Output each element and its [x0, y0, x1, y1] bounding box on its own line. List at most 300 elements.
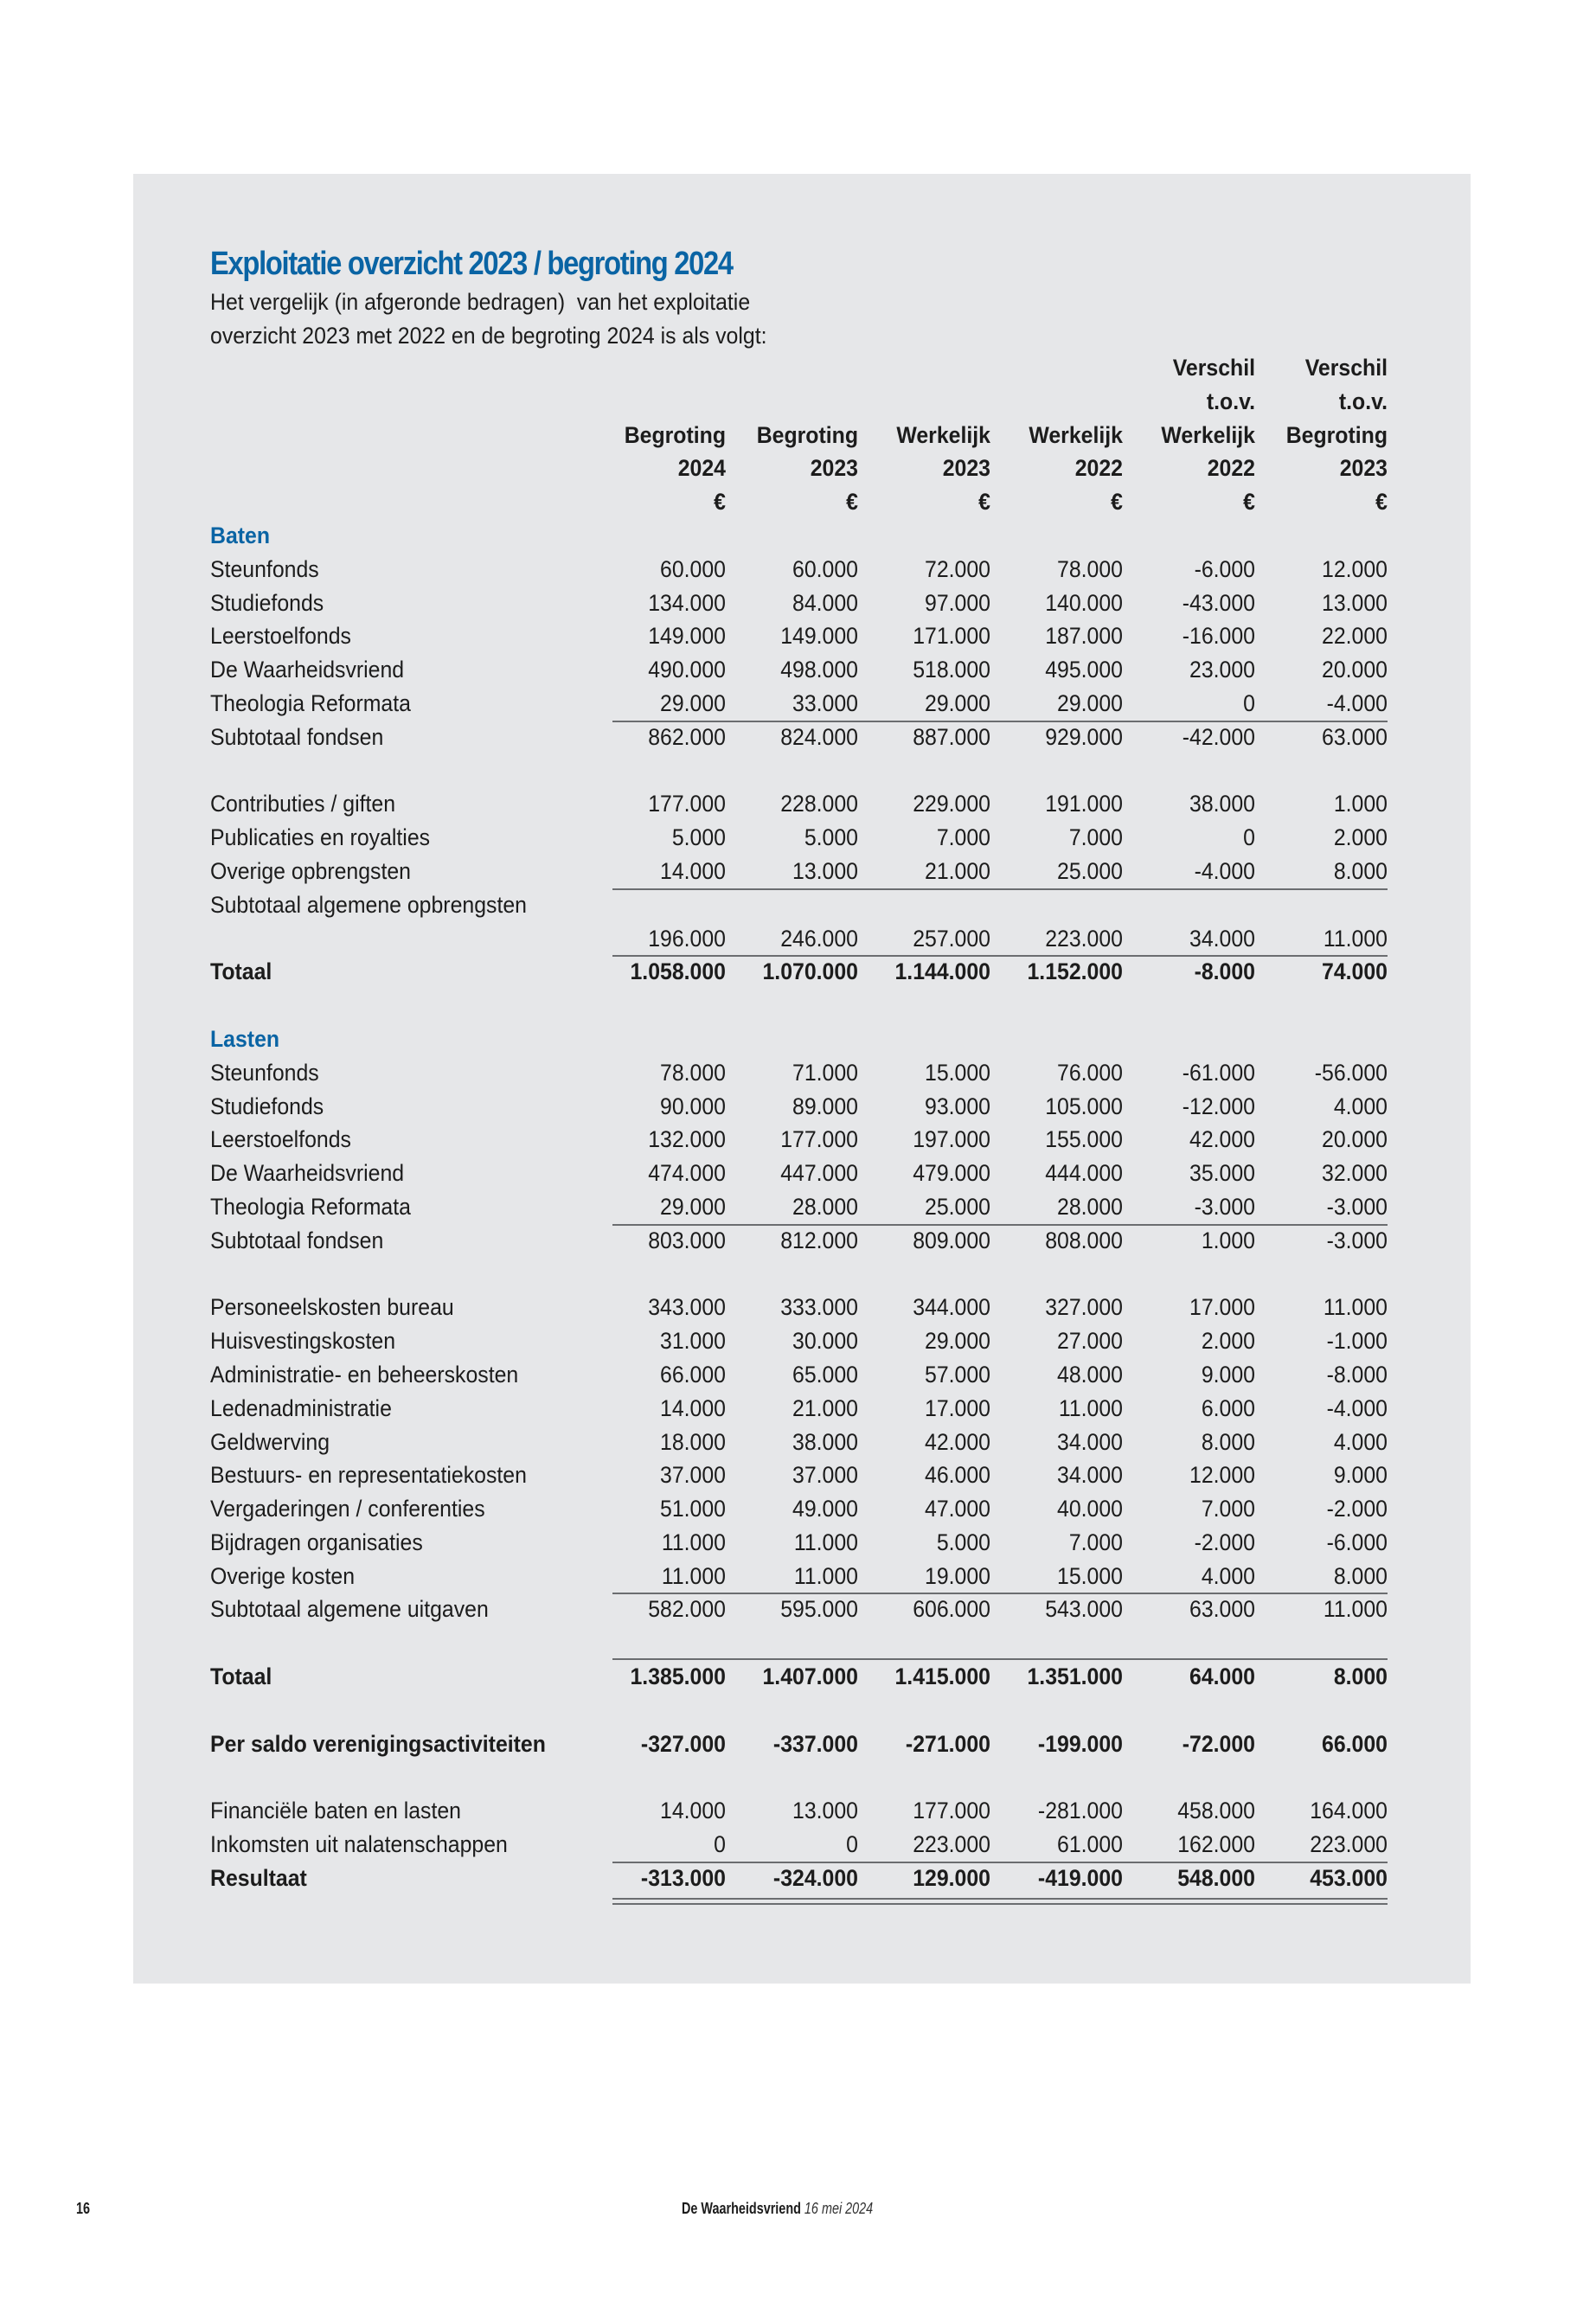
column-header: t.o.v. — [1206, 388, 1255, 414]
cell-value: -1.000 — [1326, 1328, 1388, 1355]
cell-value: 140.000 — [1045, 589, 1123, 616]
cell-value: 582.000 — [648, 1596, 726, 1623]
column-header: 2022 — [1074, 455, 1123, 482]
header-row — [210, 485, 1388, 519]
cell-value: 2.000 — [1201, 1328, 1255, 1355]
total-row — [210, 1660, 1388, 1694]
cell-value: -313.000 — [640, 1864, 726, 1891]
cell-value: 197.000 — [913, 1126, 990, 1153]
cell-value: 803.000 — [648, 1227, 726, 1253]
row-label: De Waarheidsvriend — [210, 1160, 405, 1187]
row-label: Steunfonds — [210, 1059, 319, 1086]
row-label: Studiefonds — [210, 1093, 324, 1119]
cell-value: 49.000 — [792, 1496, 858, 1522]
cell-value: 1.058.000 — [630, 958, 726, 985]
cell-value: -12.000 — [1182, 1093, 1255, 1119]
cell-value: 61.000 — [1057, 1831, 1123, 1858]
cell-value: 1.407.000 — [762, 1663, 858, 1690]
cell-value: 28.000 — [792, 1193, 858, 1220]
cell-value: 229.000 — [913, 791, 990, 817]
row-label: De Waarheidsvriend — [210, 657, 405, 683]
cell-value: 164.000 — [1310, 1798, 1388, 1824]
cell-value: 4.000 — [1333, 1093, 1388, 1119]
cell-value: 812.000 — [780, 1227, 858, 1253]
cell-value: 0 — [714, 1831, 726, 1858]
cell-value: 47.000 — [925, 1496, 990, 1522]
cell-value: 479.000 — [913, 1160, 990, 1187]
column-header: 2023 — [942, 455, 990, 482]
cell-value: 18.000 — [660, 1428, 726, 1455]
cell-value: 929.000 — [1045, 723, 1123, 750]
spacer-row — [210, 1258, 1388, 1292]
cell-value: -6.000 — [1326, 1529, 1388, 1555]
row-label: Financiële baten en lasten — [210, 1798, 462, 1824]
header-row — [210, 351, 1388, 385]
cell-value: 444.000 — [1045, 1160, 1123, 1187]
cell-value: 887.000 — [913, 723, 990, 750]
cell-value: 8.000 — [1201, 1428, 1255, 1455]
cell-value: 90.000 — [660, 1093, 726, 1119]
cell-value: 42.000 — [925, 1428, 990, 1455]
cell-value: 474.000 — [648, 1160, 726, 1187]
table-row — [210, 855, 1388, 888]
cell-value: 76.000 — [1057, 1059, 1123, 1086]
cell-value: 42.000 — [1189, 1126, 1255, 1153]
cell-value: 498.000 — [780, 657, 858, 683]
row-label: Subtotaal fondsen — [210, 723, 384, 750]
cell-value: 177.000 — [648, 791, 726, 817]
cell-value: -2.000 — [1326, 1496, 1388, 1522]
cell-value: 71.000 — [792, 1059, 858, 1086]
cell-value: 8.000 — [1333, 857, 1388, 884]
column-header: 2023 — [1339, 455, 1388, 482]
column-header: t.o.v. — [1338, 388, 1388, 414]
table-row — [210, 687, 1388, 721]
cell-value: 34.000 — [1057, 1428, 1123, 1455]
cell-value: 862.000 — [648, 723, 726, 750]
cell-value: -16.000 — [1182, 623, 1255, 650]
row-label: Leerstoelfonds — [210, 623, 351, 650]
cell-value: -281.000 — [1037, 1798, 1123, 1824]
cell-value: -324.000 — [772, 1864, 858, 1891]
cell-value: 7.000 — [1068, 824, 1123, 851]
cell-value: 64.000 — [1189, 1663, 1255, 1690]
cell-value: 29.000 — [660, 1193, 726, 1220]
section-label: Lasten — [210, 1025, 280, 1052]
row-label: Bijdragen organisaties — [210, 1529, 423, 1555]
cell-value: 171.000 — [913, 623, 990, 650]
cell-value: 344.000 — [913, 1294, 990, 1321]
cell-value: 13.000 — [792, 1798, 858, 1824]
cell-value: 1.070.000 — [762, 958, 858, 985]
cell-value: 27.000 — [1057, 1328, 1123, 1355]
cell-value: 105.000 — [1045, 1093, 1123, 1119]
cell-value: 11.000 — [1323, 1294, 1388, 1321]
cell-value: 196.000 — [648, 925, 726, 952]
cell-value: 1.415.000 — [894, 1663, 990, 1690]
cell-value: 7.000 — [1068, 1529, 1123, 1555]
row-label: Per saldo verenigingsactiviteiten — [210, 1730, 546, 1757]
cell-value: 191.000 — [1045, 791, 1123, 817]
column-header: 2024 — [677, 455, 726, 482]
column-header: Werkelijk — [1161, 421, 1255, 448]
row-label: Theologia Reformata — [210, 689, 411, 716]
cell-value: 0 — [1243, 824, 1255, 851]
cell-value: 22.000 — [1322, 623, 1388, 650]
cell-value: 33.000 — [792, 689, 858, 716]
column-header: Begroting — [624, 421, 726, 448]
table-row — [210, 1426, 1388, 1459]
cell-value: 11.000 — [793, 1529, 858, 1555]
intro-text — [210, 285, 767, 353]
cell-value: 223.000 — [1045, 925, 1123, 952]
row-label: Ledenadministratie — [210, 1394, 392, 1421]
cell-value: 149.000 — [780, 623, 858, 650]
cell-value: 2.000 — [1333, 824, 1388, 851]
table-row — [210, 653, 1388, 687]
table-row — [210, 586, 1388, 620]
table-row — [210, 1458, 1388, 1492]
rule-line — [612, 1593, 1388, 1594]
cell-value: 177.000 — [780, 1126, 858, 1153]
row-label: Theologia Reformata — [210, 1193, 411, 1220]
cell-value: 72.000 — [925, 555, 990, 582]
cell-value: 46.000 — [925, 1462, 990, 1489]
column-header: € — [978, 489, 990, 516]
spacer-row — [210, 1626, 1388, 1660]
cell-value: 74.000 — [1322, 958, 1388, 985]
row-label: Resultaat — [210, 1864, 307, 1891]
row-label: Overige opbrengsten — [210, 857, 411, 884]
header-row — [210, 385, 1388, 419]
column-header: Begroting — [1285, 421, 1388, 448]
cell-value: 38.000 — [792, 1428, 858, 1455]
row-label: Personeelskosten bureau — [210, 1294, 454, 1321]
cell-value: 8.000 — [1333, 1663, 1388, 1690]
cell-value: 518.000 — [913, 657, 990, 683]
cell-value: 14.000 — [660, 1798, 726, 1824]
table-row — [210, 922, 1388, 956]
cell-value: 824.000 — [780, 723, 858, 750]
cell-value: 25.000 — [1057, 857, 1123, 884]
row-label: Leerstoelfonds — [210, 1126, 351, 1153]
cell-value: 34.000 — [1057, 1462, 1123, 1489]
cell-value: 32.000 — [1322, 1160, 1388, 1187]
row-label: Publicaties en royalties — [210, 824, 431, 851]
row-label: Huisvestingskosten — [210, 1328, 396, 1355]
cell-value: 0 — [1243, 689, 1255, 716]
cell-value: 28.000 — [1057, 1193, 1123, 1220]
cell-value: 447.000 — [780, 1160, 858, 1187]
table-row — [210, 1593, 1388, 1626]
row-label: Subtotaal algemene uitgaven — [210, 1596, 489, 1623]
row-label: Totaal — [210, 1663, 272, 1690]
cell-value: 21.000 — [925, 857, 990, 884]
cell-value: 327.000 — [1045, 1294, 1123, 1321]
cell-value: -3.000 — [1194, 1193, 1255, 1220]
row-label: Contributies / giften — [210, 791, 396, 817]
cell-value: 23.000 — [1189, 657, 1255, 683]
cell-value: 11.000 — [661, 1562, 726, 1589]
intro-line: overzicht 2023 met 2022 en de begroting 2024 is als volgt: — [210, 323, 767, 349]
cell-value: 13.000 — [1322, 589, 1388, 616]
cell-value: -43.000 — [1182, 589, 1255, 616]
cell-value: 14.000 — [660, 1394, 726, 1421]
cell-value: 19.000 — [925, 1562, 990, 1589]
cell-value: 63.000 — [1322, 723, 1388, 750]
rule-line — [612, 721, 1388, 722]
cell-value: 15.000 — [1057, 1562, 1123, 1589]
table-row — [210, 553, 1388, 586]
cell-value: 97.000 — [925, 589, 990, 616]
cell-value: 5.000 — [936, 1529, 990, 1555]
cell-value: -61.000 — [1182, 1059, 1255, 1086]
row-label: Overige kosten — [210, 1562, 356, 1589]
cell-value: 1.385.000 — [630, 1663, 726, 1690]
cell-value: 453.000 — [1310, 1864, 1388, 1891]
cell-value: 31.000 — [660, 1328, 726, 1355]
column-header: 2022 — [1207, 455, 1255, 482]
page-title: Exploitatie overzicht 2023 / begroting 2024 — [210, 246, 733, 282]
column-header: € — [714, 489, 726, 516]
table-row — [210, 1090, 1388, 1124]
page-number: 16 — [76, 2200, 91, 2217]
cell-value: 11.000 — [1323, 1596, 1388, 1623]
row-label: Inkomsten uit nalatenschappen — [210, 1831, 508, 1858]
cell-value: 20.000 — [1322, 1126, 1388, 1153]
row-label: Geldwerving — [210, 1428, 330, 1455]
cell-value: 257.000 — [913, 925, 990, 952]
cell-value: 66.000 — [1322, 1730, 1388, 1757]
table-row — [210, 1056, 1388, 1090]
publication-date: 16 mei 2024 — [804, 2200, 874, 2217]
column-header: € — [1375, 489, 1388, 516]
cell-value: 333.000 — [780, 1294, 858, 1321]
cell-value: 4.000 — [1201, 1562, 1255, 1589]
rule-line — [612, 955, 1388, 957]
cell-value: -3.000 — [1326, 1227, 1388, 1253]
financial-table — [210, 351, 1388, 1895]
cell-value: 129.000 — [913, 1864, 990, 1891]
cell-value: 8.000 — [1333, 1562, 1388, 1589]
cell-value: 12.000 — [1189, 1462, 1255, 1489]
column-header: Werkelijk — [1029, 421, 1123, 448]
cell-value: 1.152.000 — [1027, 958, 1123, 985]
cell-value: -42.000 — [1182, 723, 1255, 750]
cell-value: 84.000 — [792, 589, 858, 616]
cell-value: -419.000 — [1037, 1864, 1123, 1891]
column-header: Begroting — [756, 421, 858, 448]
column-header: Werkelijk — [896, 421, 990, 448]
cell-value: 11.000 — [1058, 1394, 1123, 1421]
cell-value: 66.000 — [660, 1361, 726, 1388]
table-row — [210, 1358, 1388, 1392]
cell-value: -4.000 — [1326, 689, 1388, 716]
table-row — [210, 1324, 1388, 1358]
column-header: 2023 — [810, 455, 858, 482]
cell-value: 1.144.000 — [894, 958, 990, 985]
table-row — [210, 1794, 1388, 1828]
intro-line: Het vergelijk (in afgeronde bedragen) van het exploitatie — [210, 289, 751, 315]
cell-value: 5.000 — [671, 824, 726, 851]
spacer-row — [210, 989, 1388, 1022]
row-label: Subtotaal fondsen — [210, 1227, 384, 1253]
row-label: Subtotaal algemene opbrengsten — [210, 891, 527, 918]
cell-value: 134.000 — [648, 589, 726, 616]
cell-value: 38.000 — [1189, 791, 1255, 817]
cell-value: 78.000 — [660, 1059, 726, 1086]
table-row — [210, 1123, 1388, 1157]
double-rule-line — [612, 1898, 1388, 1905]
cell-value: 29.000 — [1057, 689, 1123, 716]
column-header: € — [1111, 489, 1123, 516]
cell-value: 48.000 — [1057, 1361, 1123, 1388]
cell-value: 5.000 — [804, 824, 858, 851]
cell-value: 177.000 — [913, 1798, 990, 1824]
table-row — [210, 888, 1388, 922]
cell-value: 495.000 — [1045, 657, 1123, 683]
cell-value: 29.000 — [925, 1328, 990, 1355]
cell-value: -327.000 — [640, 1730, 726, 1757]
section-heading — [210, 519, 1388, 553]
table-row — [210, 1828, 1388, 1862]
cell-value: 15.000 — [925, 1059, 990, 1086]
cell-value: -3.000 — [1326, 1193, 1388, 1220]
cell-value: 34.000 — [1189, 925, 1255, 952]
cell-value: 20.000 — [1322, 657, 1388, 683]
total-row — [210, 1727, 1388, 1761]
cell-value: 17.000 — [1189, 1294, 1255, 1321]
header-row — [210, 419, 1388, 452]
cell-value: 11.000 — [793, 1562, 858, 1589]
cell-value: 223.000 — [1310, 1831, 1388, 1858]
table-row — [210, 821, 1388, 855]
table-row — [210, 1190, 1388, 1224]
row-label: Bestuurs- en representatiekosten — [210, 1462, 527, 1489]
header-row — [210, 452, 1388, 485]
column-header: Verschil — [1304, 355, 1388, 381]
row-label: Administratie- en beheerskosten — [210, 1361, 519, 1388]
cell-value: 343.000 — [648, 1294, 726, 1321]
cell-value: 246.000 — [780, 925, 858, 952]
table-row — [210, 1224, 1388, 1258]
table-row — [210, 1157, 1388, 1190]
cell-value: 606.000 — [913, 1596, 990, 1623]
cell-value: 57.000 — [925, 1361, 990, 1388]
cell-value: 9.000 — [1201, 1361, 1255, 1388]
cell-value: -271.000 — [905, 1730, 990, 1757]
table-row — [210, 1492, 1388, 1526]
spacer-row — [210, 1760, 1388, 1794]
cell-value: -56.000 — [1314, 1059, 1388, 1086]
publication-footer — [682, 2200, 873, 2218]
cell-value: 187.000 — [1045, 623, 1123, 650]
rule-line — [612, 1862, 1388, 1863]
rule-line — [612, 1224, 1388, 1226]
cell-value: 63.000 — [1189, 1596, 1255, 1623]
section-label: Baten — [210, 522, 271, 548]
cell-value: -4.000 — [1326, 1394, 1388, 1421]
cell-value: 132.000 — [648, 1126, 726, 1153]
cell-value: 7.000 — [1201, 1496, 1255, 1522]
cell-value: 65.000 — [792, 1361, 858, 1388]
cell-value: -4.000 — [1194, 857, 1255, 884]
column-header: Verschil — [1172, 355, 1255, 381]
table-row — [210, 787, 1388, 821]
table-row — [210, 619, 1388, 653]
cell-value: 25.000 — [925, 1193, 990, 1220]
cell-value: 37.000 — [792, 1462, 858, 1489]
spacer-row — [210, 754, 1388, 788]
cell-value: 35.000 — [1189, 1160, 1255, 1187]
cell-value: 21.000 — [792, 1394, 858, 1421]
cell-value: -8.000 — [1194, 958, 1255, 985]
cell-value: 14.000 — [660, 857, 726, 884]
table-row — [210, 1526, 1388, 1560]
cell-value: 4.000 — [1333, 1428, 1388, 1455]
cell-value: 1.000 — [1201, 1227, 1255, 1253]
cell-value: 29.000 — [925, 689, 990, 716]
table-row — [210, 721, 1388, 754]
cell-value: 89.000 — [792, 1093, 858, 1119]
cell-value: 162.000 — [1177, 1831, 1255, 1858]
section-heading — [210, 1022, 1388, 1056]
cell-value: 548.000 — [1177, 1864, 1255, 1891]
cell-value: 40.000 — [1057, 1496, 1123, 1522]
cell-value: 60.000 — [660, 555, 726, 582]
cell-value: 11.000 — [661, 1529, 726, 1555]
row-label: Studiefonds — [210, 589, 324, 616]
cell-value: 149.000 — [648, 623, 726, 650]
cell-value: -199.000 — [1037, 1730, 1123, 1757]
cell-value: 6.000 — [1201, 1394, 1255, 1421]
cell-value: 11.000 — [1323, 925, 1388, 952]
table-row — [210, 1291, 1388, 1324]
cell-value: 60.000 — [792, 555, 858, 582]
table-row — [210, 1392, 1388, 1426]
cell-value: 0 — [846, 1831, 858, 1858]
cell-value: 1.351.000 — [1027, 1663, 1123, 1690]
cell-value: -2.000 — [1194, 1529, 1255, 1555]
cell-value: 458.000 — [1177, 1798, 1255, 1824]
column-header: € — [1243, 489, 1255, 516]
cell-value: 155.000 — [1045, 1126, 1123, 1153]
cell-value: 78.000 — [1057, 555, 1123, 582]
cell-value: -6.000 — [1194, 555, 1255, 582]
row-label: Steunfonds — [210, 555, 319, 582]
cell-value: 1.000 — [1333, 791, 1388, 817]
rule-line — [612, 888, 1388, 890]
column-header: € — [846, 489, 858, 516]
cell-value: 12.000 — [1322, 555, 1388, 582]
row-label: Totaal — [210, 958, 272, 985]
cell-value: 595.000 — [780, 1596, 858, 1623]
table-row — [210, 1560, 1388, 1593]
total-row — [210, 955, 1388, 989]
cell-value: 7.000 — [936, 824, 990, 851]
row-label: Vergaderingen / conferenties — [210, 1496, 485, 1522]
cell-value: 17.000 — [925, 1394, 990, 1421]
spacer-row — [210, 1694, 1388, 1727]
cell-value: 223.000 — [913, 1831, 990, 1858]
total-row — [210, 1862, 1388, 1895]
cell-value: 9.000 — [1333, 1462, 1388, 1489]
cell-value: 543.000 — [1045, 1596, 1123, 1623]
cell-value: 37.000 — [660, 1462, 726, 1489]
cell-value: 808.000 — [1045, 1227, 1123, 1253]
cell-value: 51.000 — [660, 1496, 726, 1522]
cell-value: 809.000 — [913, 1227, 990, 1253]
